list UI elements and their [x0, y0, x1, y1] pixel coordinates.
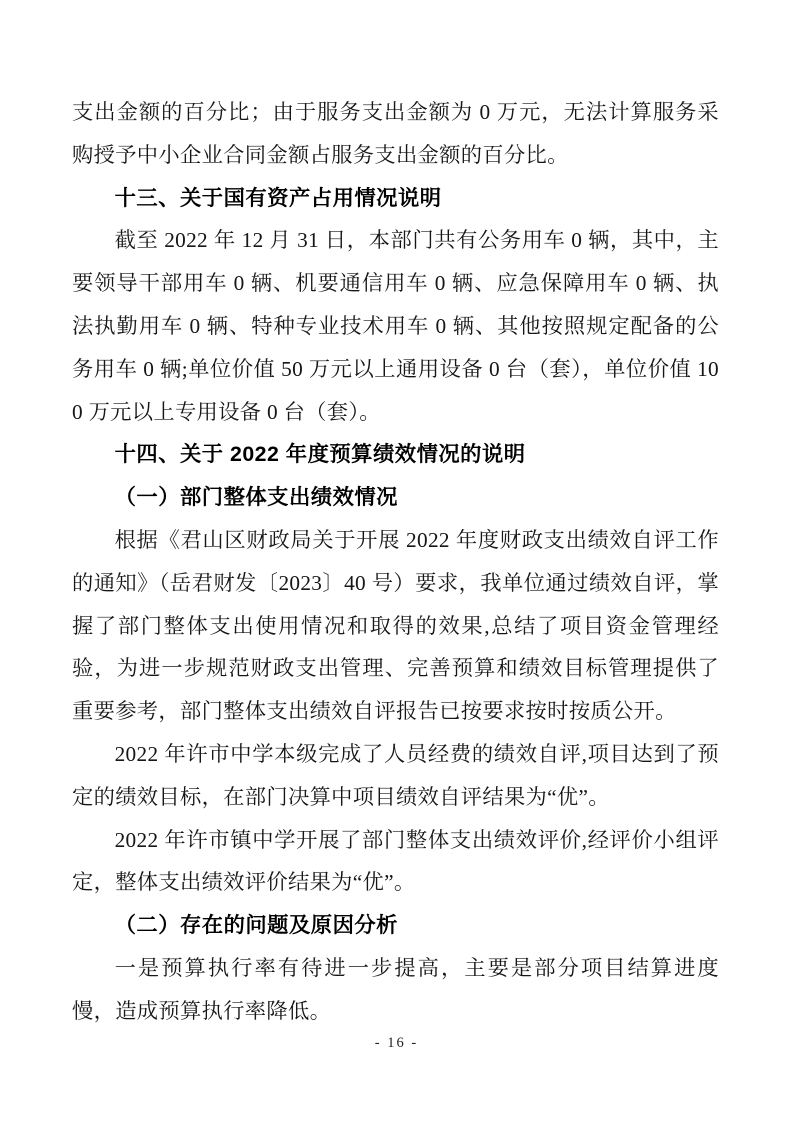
subsection-heading-1: （一）部门整体支出绩效情况 [114, 485, 398, 510]
page-number: - 16 - [374, 1035, 419, 1051]
document-body [72, 91, 719, 1033]
page-footer [0, 1034, 793, 1052]
section-heading-14: 十四、关于 2022 年度预算绩效情况的说明 [114, 442, 526, 467]
paragraph-performance-basis: 根据《君山区财政局关于开展 2022 年度财政支出绩效自评工作的通知》（岳君财发〔2023〕40 号）要求，我单位通过绩效自评，掌握了部门整体支出使用情况和取得的效果,总结了项目资金管理经验，为进一步规范财政支出管理、完善预算和绩效目标管理提供了重要参考，部门整体支出绩效自评报告已按要求按时按质公开。 [72, 527, 719, 724]
paragraph-assets: 截至 2022 年 12 月 31 日，本部门共有公务用车 0 辆，其中，主要领导干部用车 0 辆、机要通信用车 0 辆、应急保障用车 0 辆、执法执勤用车 0 辆、特种专业技术用车 0 辆、其他按照规定配备的公务用车 0 辆;单位价值 50 万元以上通用设备 0 台（套），单位价值 100 万元以上专用设备 0 台（套）。 [72, 228, 719, 424]
paragraph-continuation: 支出金额的百分比；由于服务支出金额为 0 万元，无法计算服务采购授予中小企业合同金额占服务支出金额的百分比。 [72, 100, 719, 167]
paragraph-problems: 一是预算执行率有待进一步提高，主要是部分项目结算进度慢，造成预算执行率降低。 [72, 955, 719, 1023]
section-heading-13: 十三、关于国有资产占用情况说明 [114, 185, 442, 210]
subsection-heading-2: （二）存在的问题及原因分析 [114, 913, 398, 938]
paragraph-xushizhen-school: 2022 年许市镇中学开展了部门整体支出绩效评价,经评价小组评定，整体支出绩效评价结果为“优”。 [72, 827, 719, 895]
paragraph-xushi-school: 2022 年许市中学本级完成了人员经费的绩效自评,项目达到了预定的绩效目标，在部门决算中项目绩效自评结果为“优”。 [72, 741, 719, 809]
